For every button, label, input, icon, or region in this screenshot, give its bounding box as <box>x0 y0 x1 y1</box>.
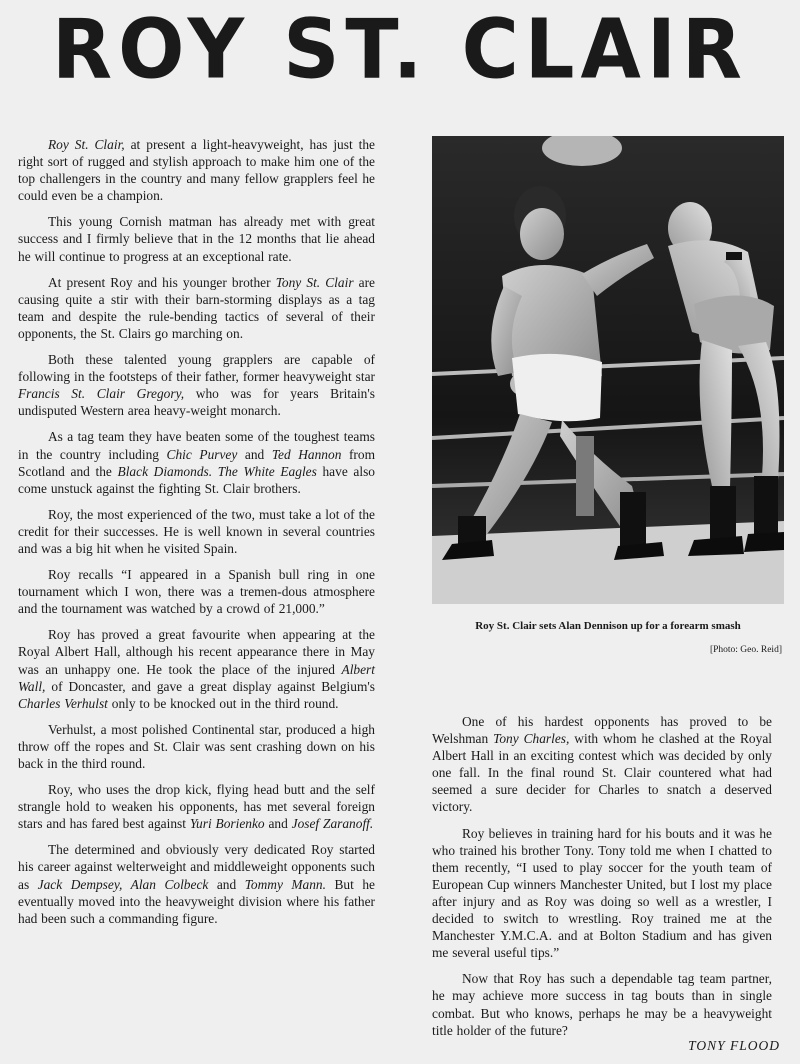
text-run: with whom he clashed at the Royal Albert Hall in an exciting contest which was decided by only one fall. In the final round St. Clair countered what had seemed a sure decider for Charles to snatch a deserved victory. <box>432 731 772 815</box>
text-run: But he eventually moved into the heavyweight division where his father had been such a commanding figure. <box>18 876 375 926</box>
paragraph <box>432 970 772 1038</box>
text-run: who was for years Britain's undisputed Western area heavy-weight monarch. <box>18 386 375 419</box>
paragraph <box>432 713 772 816</box>
text-run: At present Roy and his younger brother <box>48 274 276 290</box>
paragraph <box>18 136 375 204</box>
italic-name: Chic Purvey <box>166 446 238 462</box>
italic-name: Tony Charles, <box>493 731 570 747</box>
italic-name: Josef Zaranoff. <box>291 816 374 832</box>
paragraph <box>18 213 375 264</box>
paragraph <box>432 825 772 962</box>
italic-name: Tommy Mann. <box>244 876 326 892</box>
italic-name: Charles Verhulst <box>18 695 108 711</box>
text-run: This young Cornish matman has already met with great success and I firmly believe that in the 12 months that lie ahead he will continue to progress at an exceptional rate. <box>18 214 375 264</box>
text-run: One of his hardest opponents has proved to be Welshman <box>432 714 772 747</box>
article-left-column <box>18 136 375 936</box>
paragraph <box>18 721 375 772</box>
paragraph <box>18 781 375 832</box>
wrestling-photo <box>432 136 784 604</box>
article-right-column <box>432 713 772 1048</box>
italic-name: Black Diamonds. The White Eagles <box>117 463 317 479</box>
text-run: Both these talented young grapplers are capable of following in the footsteps of their father, former heavyweight star <box>18 352 375 385</box>
page-title: ROY ST. CLAIR <box>52 2 748 98</box>
text-run: at present a light-heavyweight, has just the right sort of rugged and stylish approach to make him one of the top challengers in the country and many fellow grapplers feel he could even be a champion. <box>18 137 375 204</box>
italic-name: Roy St. Clair, <box>48 137 125 152</box>
paragraph <box>18 506 375 557</box>
text-run: Verhulst, a most polished Continental star, produced a high throw off the ropes and St. Clair was sent crashing down on his back in the third round. <box>18 721 375 771</box>
text-run: and <box>237 446 272 462</box>
text-run: only to be knocked out in the third round. <box>107 695 339 711</box>
paragraph <box>18 626 375 711</box>
author-byline: TONY FLOOD <box>688 1038 780 1053</box>
text-run: Roy recalls “I appeared in a Spanish bull ring in one tournament which I won, there was a tremen-dous atmosphere and the tournament was watched by a crowd of 21,000.” <box>18 567 375 617</box>
text-run: Roy, the most experienced of the two, must take a lot of the credit for their successes. He is well known in several countries and was a big hit when he visited Spain. <box>18 506 375 556</box>
paragraph <box>18 351 375 419</box>
italic-name: Albert Wall, <box>18 661 375 694</box>
text-run: and <box>208 876 245 892</box>
italic-name: Jack Dempsey, Alan Colbeck <box>37 876 209 892</box>
text-run: and <box>264 816 292 832</box>
text-run: are causing quite a stir with their barn-storming displays as a tag team and despite the rule-bending tactics of several of their opponents, the St. Clairs go marching on. <box>18 274 375 341</box>
italic-name: Ted Hannon <box>271 446 342 462</box>
photo-credit: [Photo: Geo. Reid] <box>709 645 782 655</box>
italic-name: Francis St. Clair Gregory, <box>18 386 185 402</box>
paragraph <box>18 274 375 342</box>
text-run: from Scotland and the <box>18 446 375 479</box>
text-run: have also come unstuck against the fighting St. Clair brothers. <box>18 463 375 496</box>
italic-name: Yuri Borienko <box>189 816 265 832</box>
paragraph <box>18 428 375 496</box>
text-run: The determined and obviously very dedicated Roy started his career against welterweight and middleweight opponents such as <box>18 842 375 892</box>
text-run: Roy has proved a great favourite when appearing at the Royal Albert Hall, although his recent appearance there in May was an unhappy one. He took the place of the injured <box>18 627 375 677</box>
text-run: As a tag team they have beaten some of the toughest teams in the country including <box>18 429 375 462</box>
paragraph <box>18 841 375 926</box>
text-run: Now that Roy has such a dependable tag team partner, he may achieve more success in tag bouts than in single combat. But who knows, perhaps he may be a heavyweight title holder of the future? <box>432 971 772 1038</box>
text-run: of Doncaster, and gave a great display against Belgium's <box>45 678 375 694</box>
photo-caption: Roy St. Clair sets Alan Dennison up for a forearm smash <box>475 620 741 632</box>
text-run: Roy, who uses the drop kick, flying head butt and the self strangle hold to weaken his opponents, has met several foreign stars and has fared best against <box>18 782 375 832</box>
italic-name: Tony St. Clair <box>275 274 354 290</box>
text-run: Roy believes in training hard for his bouts and it was he who trained his brother Tony. Tony told me when I chatted to them recently, “I used to play soccer for the youth team of European Cup winners Manchester United, but I lost my place after injury and as Roy was doing so well as a wrestler, I decided to switch to wrestling. Roy trained me at the Manchester Y.M.C.A. and at Bolton Stadium and has given me several useful tips.” <box>432 825 772 961</box>
paragraph <box>18 566 375 617</box>
